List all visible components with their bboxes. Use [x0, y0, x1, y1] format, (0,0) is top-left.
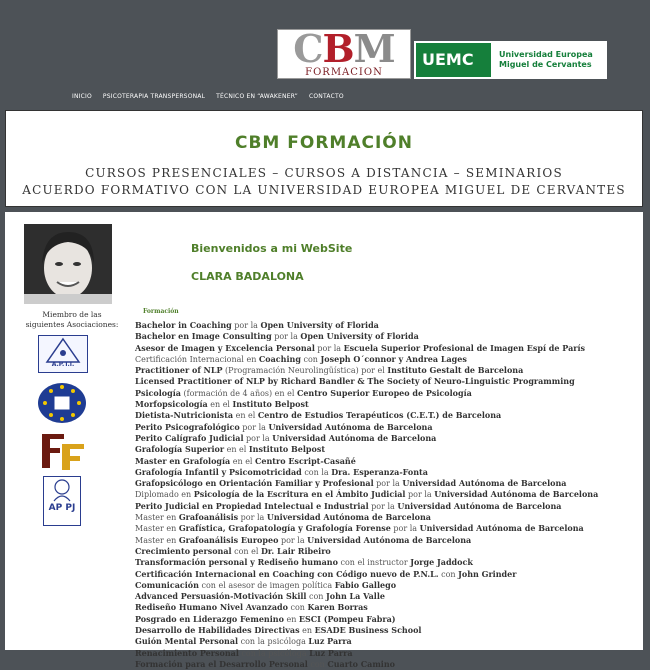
formacion-item-text: Universidad Autónoma de Barcelona — [268, 421, 433, 432]
main-nav — [72, 93, 344, 100]
formacion-item — [135, 602, 635, 613]
formacion-item-text: Universidad Autónoma de Barcelona — [272, 432, 437, 443]
formacion-item-text: Perito Judicial en Propiedad Intelectual e Industrial — [135, 500, 369, 511]
formacion-item-text: por la — [278, 535, 308, 545]
title-banner — [5, 110, 643, 207]
formacion-item-text: Luz Parra — [309, 647, 353, 658]
header — [0, 0, 650, 108]
formacion-item-text: Bachelor in Coaching — [135, 320, 232, 330]
formacion-item-text: Master en Grafología — [135, 455, 231, 466]
nav-inicio[interactable]: INICIO — [72, 93, 92, 100]
formacion-item-text: Certificación Internacional en Coaching con Código nuevo de P.N.L. — [135, 568, 439, 579]
formacion-item-text: Psicología — [135, 387, 181, 398]
formacion-item — [135, 523, 635, 534]
formacion-item-text: Transformación personal y Rediseño humano — [135, 557, 338, 568]
formacion-item-text: Master en — [135, 513, 179, 523]
ff-association-badge[interactable] — [38, 430, 88, 472]
formacion-item-text: Dr. Lair Ribeiro — [260, 545, 331, 556]
formacion-item-text: ESCI (Pompeu Fabra) — [298, 613, 396, 624]
formacion-item-text: en el — [233, 411, 258, 421]
site-title: CBM FORMACIÓN — [235, 133, 413, 153]
formacion-item-text: Cuarto Camino — [327, 658, 395, 669]
formacion-item-text: Open University of Florida — [300, 331, 419, 342]
formacion-item-text: Centro Escript-Casañé — [255, 455, 356, 466]
formacion-item-text: Renacimiento Personal — [135, 647, 239, 658]
formacion-item-text: Master en — [135, 535, 179, 545]
formacion-list — [135, 320, 635, 670]
formacion-item — [135, 388, 635, 399]
welcome-heading: Bienvenidos a mi WebSite — [191, 242, 353, 255]
formacion-item-text: Desarrollo de Habilidades Directivas — [135, 625, 300, 636]
formacion-item-text: con la psicóloga — [238, 637, 309, 647]
formacion-item-text: por la — [373, 479, 403, 489]
formacion-item-text: Master en — [135, 524, 179, 534]
nav-psicoterapia-transpersonal[interactable]: PSICOTERAPIA TRANSPERSONAL — [102, 93, 206, 100]
formacion-item-text: Coaching — [258, 353, 301, 364]
formacion-item-text: en el — [207, 400, 233, 410]
formacion-item-text: Centro Superior Europeo de Psicología — [296, 387, 472, 398]
formacion-item-text: Fabio Gallego — [334, 579, 397, 590]
formacion-item-text: Grafología Infantil y Psicomotricidad — [135, 466, 302, 477]
formacion-item — [135, 433, 635, 444]
formacion-item-text: Asesor de Imagen y Excelencia Personal — [135, 342, 315, 353]
formacion-item-text: en — [283, 614, 299, 624]
formacion-item-text: Perito Psicografológico — [135, 421, 240, 432]
european-association-badge[interactable] — [37, 382, 87, 424]
formacion-item — [135, 614, 635, 625]
formacion-item-text: por la — [314, 343, 344, 353]
formacion-item-text: por la — [390, 524, 420, 534]
formacion-item — [135, 444, 635, 455]
formacion-item — [135, 422, 635, 433]
appj-badge-label: AP PJ — [48, 503, 76, 513]
formacion-item-text: (Programación Neurolingüística) por el — [222, 366, 388, 376]
formacion-item — [135, 625, 635, 636]
formacion-item — [135, 399, 635, 410]
formacion-item-text: en — [299, 626, 315, 636]
formacion-item — [135, 636, 635, 647]
formacion-item-text: Joseph O´connor y Andrea Lages — [320, 353, 467, 364]
formacion-item-text: Escuela Superior Profesional de Imagen Espí de París — [343, 342, 586, 353]
formacion-item-text: con el — [231, 546, 261, 556]
formacion-item — [135, 580, 635, 591]
formacion-item — [135, 569, 635, 580]
formacion-item-text: Karen Borras — [307, 602, 368, 613]
formacion-item-text: Advanced Persuasión-Motivación Skill — [135, 591, 307, 602]
formacion-item-text: por la — [368, 501, 398, 511]
formacion-item-text: Jorge Jaddock — [410, 557, 473, 568]
uemc-logo-text: Universidad Europea Miguel de Cervantes — [499, 50, 593, 69]
formacion-item — [135, 376, 635, 387]
uemc-logo[interactable] — [414, 41, 607, 79]
formacion-item-text: Open University of Florida — [260, 320, 379, 330]
apti-badge-label: A.P.T.I. — [51, 361, 75, 368]
formacion-item-text: Universidad Autónoma de Barcelona — [307, 534, 472, 545]
formacion-item — [135, 512, 635, 523]
formacion-item — [135, 365, 635, 376]
nav-contacto[interactable]: CONTACTO — [308, 93, 344, 100]
formacion-item-text: por la — [231, 321, 261, 330]
formacion-item-text: en el — [224, 445, 249, 455]
formacion-item — [135, 557, 635, 568]
formacion-item — [135, 343, 635, 354]
formacion-item-text: Grafoanálisis — [178, 512, 239, 523]
formacion-item-text: con el instructor — [337, 558, 411, 568]
formacion-item-text: con — [438, 569, 459, 579]
formacion-item — [135, 659, 635, 670]
formacion-item-text: en el — [230, 456, 256, 466]
formacion-item-text: John Grinder — [458, 568, 517, 579]
formacion-heading: Formación — [143, 308, 179, 315]
banner-line-2: ACUERDO FORMATIVO CON LA UNIVERSIDAD EUROPEA MIGUEL DE CERVANTES — [22, 183, 626, 197]
formacion-item-text: por la — [239, 422, 269, 432]
formacion-item-text: Guión Mental Personal — [135, 636, 239, 647]
profile-photo — [24, 224, 112, 304]
formacion-item-text: John La Valle — [326, 591, 385, 602]
formacion-item-text: con la — [301, 467, 332, 477]
formacion-item-text: con — [287, 603, 308, 613]
formacion-item-text: por la — [271, 332, 301, 342]
formacion-item-text: por la — [238, 513, 267, 523]
banner-line-1: CURSOS PRESENCIALES – CURSOS A DISTANCIA – SEMINARIOS — [85, 166, 563, 180]
formacion-item-text: Grafoanálisis Europeo — [178, 534, 279, 545]
formacion-item — [135, 546, 635, 557]
formacion-item-text: Instituto Belpost — [232, 399, 309, 410]
formacion-item-text: Dietista-Nutricionista — [135, 410, 234, 421]
formacion-item-text: Instituto Gestalt de Barcelona — [387, 365, 524, 376]
formacion-item-text: con la psicóloga — [238, 648, 310, 658]
formacion-item-text: Rediseño Humano Nivel Avanzado — [135, 602, 288, 613]
formacion-item-text: con — [306, 592, 327, 602]
appj-badge[interactable] — [43, 476, 81, 526]
formacion-item-text: Psicología de la Escritura en el Ámbito Judicial — [193, 489, 406, 500]
formacion-item-text: ESADE Business School — [314, 625, 422, 636]
formacion-item — [135, 456, 635, 467]
profile-name: CLARA BADALONA — [191, 270, 304, 283]
formacion-item-text: por la — [243, 433, 273, 443]
formacion-item-text: Morfopsicología — [135, 399, 208, 410]
associations-caption: Miembro de las siguientes Asociaciones: — [25, 310, 119, 329]
formacion-item-text: por la — [405, 490, 435, 500]
cbm-formacion-logo[interactable] — [277, 26, 411, 79]
apti-badge[interactable] — [38, 335, 88, 373]
formacion-item — [135, 489, 635, 500]
formacion-item-text: Universidad Autónoma de Barcelona — [266, 512, 431, 523]
formacion-item-text: Universidad Autónoma de Barcelona — [402, 478, 567, 489]
formacion-item-text: Formación para el Desarrollo Personal — [135, 658, 308, 669]
formacion-item — [135, 591, 635, 602]
formacion-item-text: Grafopsicólogo en Orientación Familiar y Profesional — [135, 478, 374, 489]
formacion-item-text: con — [300, 354, 321, 364]
formacion-item — [135, 410, 635, 421]
formacion-item — [135, 648, 635, 659]
formacion-item-text: Comunicación — [135, 579, 199, 590]
formacion-item-text: Dra. Esperanza-Fonta — [331, 466, 428, 477]
uemc-logo-mark: UEMC — [416, 43, 491, 77]
formacion-item-text: Centro de Estudios Terapéuticos (C.E.T.) de Barcelona — [257, 410, 502, 421]
formacion-item-text: Practitioner of NLP — [135, 365, 223, 376]
formacion-item — [135, 501, 635, 512]
formacion-item-text: Posgrado en Liderazgo Femenino — [135, 613, 284, 624]
main-content — [5, 212, 643, 669]
formacion-item-text: Grafística, Grafopatología y Grafología Forense — [178, 523, 391, 534]
formacion-item-text: Perito Calígrafo Judicial — [135, 432, 244, 443]
nav-tecnico-awakener[interactable]: TÉCNICO EN “AWAKENER” — [216, 93, 298, 100]
formacion-item-text: Diplomado en — [135, 490, 194, 500]
formacion-item-text: con — [307, 659, 328, 669]
formacion-item-text: Certificación Internacional en — [135, 354, 259, 364]
formacion-item-text: Universidad Autónoma de Barcelona — [397, 500, 562, 511]
formacion-item-text: con el asesor de imagen política — [198, 580, 335, 590]
cbm-logo-subtitle: FORMACION — [305, 67, 383, 78]
formacion-item-text: Universidad Autónoma de Barcelona — [419, 523, 584, 534]
formacion-item — [135, 535, 635, 546]
formacion-item — [135, 331, 635, 342]
formacion-item-text: Crecimiento personal — [135, 545, 232, 556]
cbm-logo-letters: CBM — [293, 26, 395, 71]
formacion-item-text: Bachelor en Image Consulting — [135, 331, 272, 342]
formacion-item — [135, 478, 635, 489]
formacion-item-text: Luz Parra — [308, 636, 352, 647]
formacion-item-text: Instituto Belpost — [248, 444, 326, 455]
formacion-item-text: Universidad Autónoma de Barcelona — [434, 489, 599, 500]
formacion-item-text: Grafología Superior — [135, 444, 225, 455]
formacion-item-text: (formación de 4 años) en el — [180, 388, 297, 398]
formacion-item — [135, 467, 635, 478]
formacion-item-text: Licensed Practitioner of NLP by Richard Bandler & The Society of Neuro-Linguistic Programming — [135, 376, 575, 387]
formacion-item — [135, 320, 635, 331]
formacion-item — [135, 354, 635, 365]
